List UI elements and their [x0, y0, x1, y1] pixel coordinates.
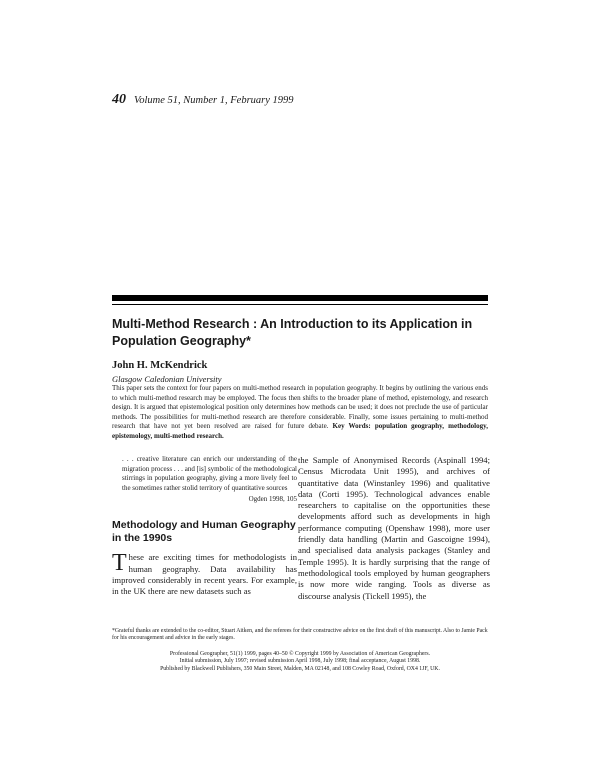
abstract: [112, 384, 488, 442]
publication-info: [112, 651, 488, 673]
journal-citation-line: Professional Geographer, 51(1) 1999, pages 40–50 © Copyright 1999 by Association of American Geographers.: [169, 650, 431, 657]
footnotes: [112, 628, 488, 673]
keywords-label: Key Words:: [332, 422, 371, 431]
body-text-right: the Sample of Anonymised Records (Aspinall 1994; Census Microdata Unit 1995), and archives of quantitative data (Winstanley 1996) and qualitative data (Corti 1995). Technological advances enable researchers to capitalise on the opportunities these developments afford such as developments in high performance computing (Openshaw 1998), more user friendly data handling (Martin and Gascoigne 1994), and specialised data analysis packages (Stanley and Temple 1995). It is hardly surprising that the range of methodological tools employed by human geographers is now more wide ranging. Tools as diverse as discourse analysis (Tickell 1995), the: [298, 455, 490, 601]
abstract-text: This paper sets the context for four papers on multi-method research in population geography. It begins by outlining the various ends to which multi-method research may be employed. The focus then shifts to the broader plane of method, epistemology, and research design. It is argued that epistemological position only determines how methods can be used; it does not preclude the use of particular methods. The possibilities for multi-method research are therefore considerable. Finally, some issues pertaining to multi-method research that have not yet been resolved are raised for future debate.: [112, 384, 488, 431]
article-title: Multi-Method Research : An Introduction to its Application in Population Geography*: [112, 317, 473, 348]
drop-cap: T: [112, 550, 127, 577]
submission-dates-line: Initial submission, July 1997; revised submission April 1998, July 1998; final acceptance, August 1998.: [179, 658, 421, 665]
left-column: [112, 455, 297, 598]
author-name: John H. McKendrick: [112, 360, 208, 371]
journal-issue: Volume 51, Number 1, February 1999: [134, 95, 294, 106]
epigraph-citation: Ogden 1998, 105: [248, 495, 297, 504]
author-affiliation: Glasgow Caledonian University: [112, 374, 222, 384]
right-column: [298, 455, 490, 602]
body-text-left-content: hese are exciting times for methodologists in human geography. Data availability has improved considerably in recent years. For example, in the UK there are new datasets such as: [112, 552, 297, 597]
epigraph-quote: . . . creative literature can enrich our understanding of the migration process . . . and [is] symbolic of the methodological stirrings in population geography, giving a more lively feel to the sometimes rather stolid territory of quantitative sources: [122, 455, 297, 492]
running-header: [112, 90, 294, 108]
body-text-left: [112, 552, 297, 597]
publisher-line: Published by Blackwell Publishers, 350 Main Street, Malden, MA 02148, and 108 Cowley Road, Oxford, OX4 1JF, UK.: [160, 665, 440, 672]
title-rule-thin: [112, 304, 488, 305]
keywords-text: population geography, methodology, epistemology, multi-method research.: [112, 422, 488, 440]
acknowledgement-footnote: *Grateful thanks are extended to the co-editor, Stuart Aitken, and the referees for their constructive advice on the first draft of this manuscript. Also to Jamie Pack for his encouragement and advice in the early stages.: [112, 628, 488, 642]
title-rule-thick: [112, 295, 488, 301]
page-number: 40: [112, 92, 126, 107]
section-heading: Methodology and Human Geography in the 1990s: [112, 519, 296, 544]
